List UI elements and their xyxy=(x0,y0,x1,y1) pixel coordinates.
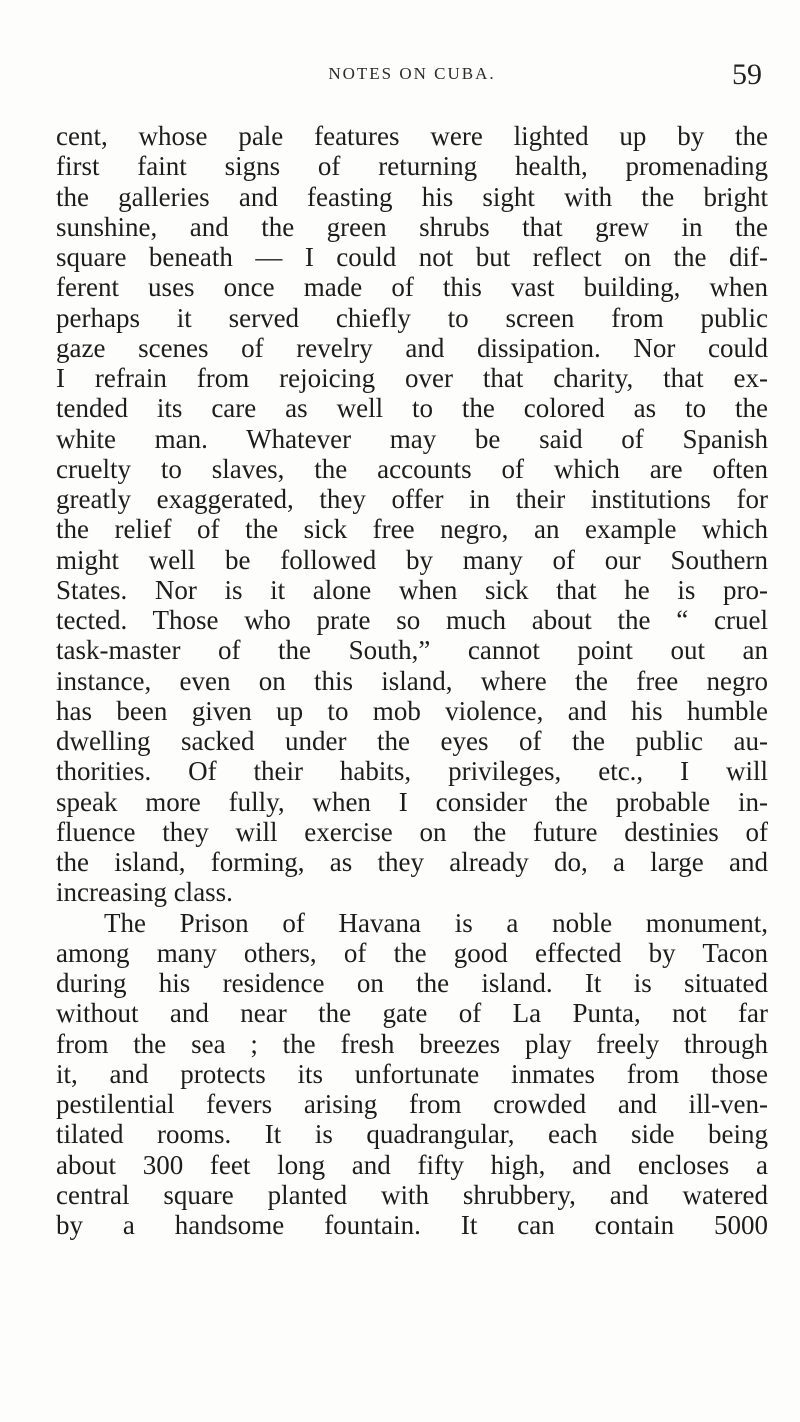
text-line: first faint signs of returning health, promenading xyxy=(56,151,768,182)
text-line: tended its care as well to the colored as to the xyxy=(56,393,768,424)
text-line: without and near the gate of La Punta, not far xyxy=(56,998,768,1029)
text-line: instance, even on this island, where the free negro xyxy=(56,665,768,696)
paragraph-end-line: increasing class. xyxy=(56,877,233,908)
text-line: ferent uses once made of this vast building, when xyxy=(56,272,768,303)
body-text xyxy=(56,121,768,1240)
paragraph-start-line: The Prison of Havana is a noble monument, xyxy=(104,907,768,938)
page-number: 59 xyxy=(732,58,762,91)
running-head xyxy=(56,58,768,98)
text-line: during his residence on the island. It is situated xyxy=(56,968,768,998)
text-line: fluence they will exercise on the future destinies of xyxy=(56,816,768,847)
text-line: dwelling sacked under the eyes of the public au- xyxy=(56,726,768,756)
text-line: pestilential fevers arising from crowded and ill-ven- xyxy=(56,1089,768,1119)
text-line: sunshine, and the green shrubs that grew in the xyxy=(56,211,768,242)
text-line: tilated rooms. It is quadrangular, each side being xyxy=(56,1119,768,1150)
text-line: cruelty to slaves, the accounts of which are often xyxy=(56,453,768,484)
text-line: gaze scenes of revelry and dissipation. Nor could xyxy=(56,332,768,363)
text-line: has been given up to mob violence, and his humble xyxy=(56,695,768,726)
text-line: thorities. Of their habits, privileges, etc., I will xyxy=(56,756,768,787)
text-line: tected. Those who prate so much about the “ cruel xyxy=(56,605,768,635)
text-line: central square planted with shrubbery, and watered xyxy=(56,1179,768,1210)
text-line: States. Nor is it alone when sick that he is pro- xyxy=(56,574,768,605)
text-line: by a handsome fountain. It can contain 5000 xyxy=(56,1210,768,1240)
text-line: cent, whose pale features were lighted up by the xyxy=(56,121,768,151)
text-line: might well be followed by many of our Southern xyxy=(56,544,768,575)
text-line: square beneath — I could not but reflect on the dif- xyxy=(56,242,768,272)
running-title: NOTES ON CUBA. xyxy=(328,64,496,83)
text-line: perhaps it served chiefly to screen from public xyxy=(56,302,768,333)
text-line: the relief of the sick free negro, an example which xyxy=(56,514,768,545)
text-line: among many others, of the good effected by Tacon xyxy=(56,937,768,968)
text-line: greatly exaggerated, they offer in their institutions for xyxy=(56,484,768,514)
text-line: the island, forming, as they already do, a large and xyxy=(56,847,768,877)
text-line: it, and protects its unfortunate inmates from those xyxy=(56,1058,768,1089)
text-line: white man. Whatever may be said of Spanish xyxy=(56,423,768,454)
text-line: I refrain from rejoicing over that charity, that ex- xyxy=(56,363,768,393)
text-line: task-master of the South,” cannot point out an xyxy=(56,635,768,666)
text-line: the galleries and feasting his sight with the bright xyxy=(56,181,768,212)
text-line: about 300 feet long and fifty high, and encloses a xyxy=(56,1149,768,1180)
text-line: from the sea ; the fresh breezes play freely through xyxy=(56,1028,768,1059)
text-line: speak more fully, when I consider the probable in- xyxy=(56,786,768,817)
